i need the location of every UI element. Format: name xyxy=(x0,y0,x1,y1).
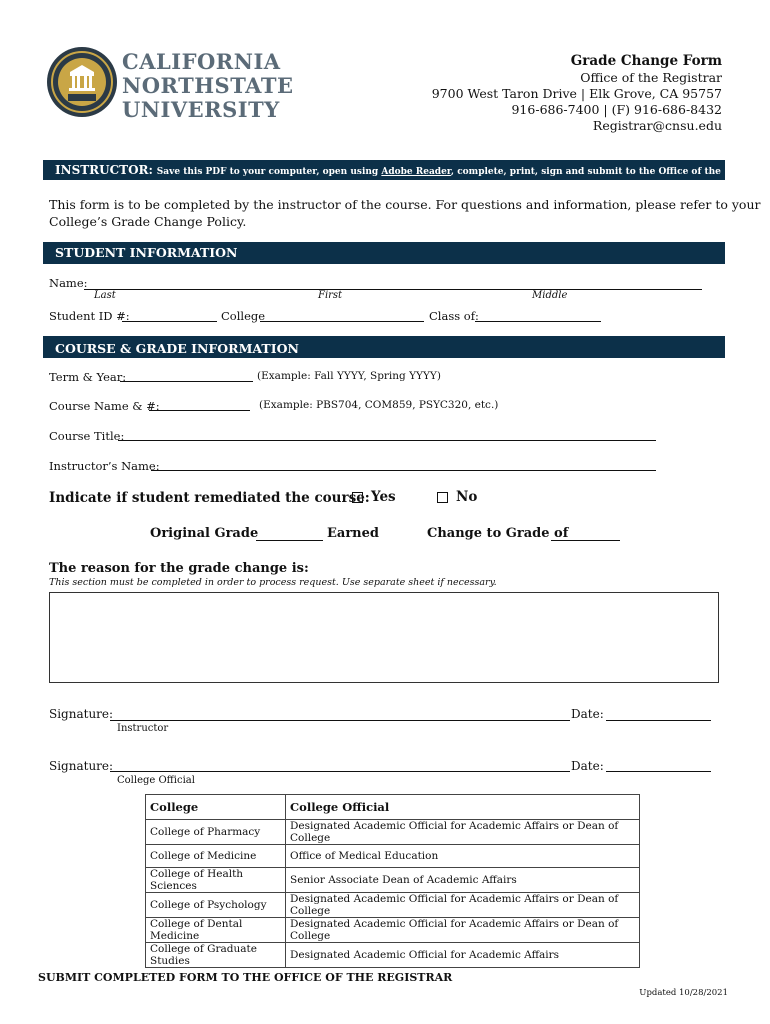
yes-option[interactable] xyxy=(352,489,396,505)
instructor-date-field[interactable] xyxy=(606,720,711,721)
logo-line-1: CALIFORNIA xyxy=(122,49,281,74)
yes-label: Yes xyxy=(371,489,396,505)
college-official-caption: College Official xyxy=(117,775,195,786)
table-cell-official: Senior Associate Dean of Academic Affairs xyxy=(286,868,640,893)
instructor-date-label: Date: xyxy=(571,707,604,721)
yes-checkbox[interactable] xyxy=(352,492,363,503)
earned-label: Earned xyxy=(327,526,379,541)
student-id-field[interactable] xyxy=(122,321,217,322)
original-grade-field[interactable] xyxy=(256,540,323,541)
instructor-signature-label: Signature: xyxy=(49,707,114,721)
instructor-text-before: Save this PDF to your computer, open using xyxy=(156,167,382,177)
reason-note: This section must be completed in order to process request. Use separate sheet if necessary. xyxy=(49,577,497,588)
submit-instruction: SUBMIT COMPLETED FORM TO THE OFFICE OF THE REGISTRAR xyxy=(38,971,453,984)
table-cell-official: Office of Medical Education xyxy=(286,845,640,868)
table-cell-official: Designated Academic Official for Academic Affairs or Dean of College xyxy=(286,820,640,845)
instructor-signature-field[interactable] xyxy=(110,720,570,721)
no-label: No xyxy=(456,489,478,505)
intro-line-1: This form is to be completed by the instructor of the course. For questions and information, please refer to your xyxy=(49,197,761,212)
table-cell-college: College of Medicine xyxy=(146,845,286,868)
no-option[interactable] xyxy=(437,489,477,505)
logo-line-2: NORTHSTATE xyxy=(122,73,294,98)
name-label: Name: xyxy=(49,276,88,290)
course-info-title: COURSE & GRADE INFORMATION xyxy=(55,341,299,356)
university-logo-text xyxy=(122,50,293,122)
intro-text xyxy=(49,196,761,230)
course-info-header xyxy=(43,336,725,358)
reason-textarea[interactable] xyxy=(49,592,719,683)
university-seal-logo xyxy=(46,46,118,118)
instructor-caption: Instructor xyxy=(117,723,169,734)
office-email[interactable]: Registrar@cnsu.edu xyxy=(592,118,722,133)
last-label: Last xyxy=(94,290,116,301)
instructor-text-after: , complete, print, sign and submit to the Office of the Registrar. xyxy=(43,167,721,199)
table-cell-official: Designated Academic Official for Academic Affairs or Dean of College xyxy=(286,893,640,918)
table-cell-college: College of Graduate Studies xyxy=(146,943,286,968)
instructor-label: INSTRUCTOR: xyxy=(55,163,153,177)
original-grade-label: Original Grade xyxy=(150,526,259,541)
table-cell-official: Designated Academic Official for Academic Affairs xyxy=(286,943,640,968)
course-name-field[interactable] xyxy=(149,410,250,411)
office-phone: 916-686-7400 | (F) 916-686-8432 xyxy=(511,102,722,117)
student-id-label: Student ID #: xyxy=(49,309,130,323)
table-cell-college: College of Psychology xyxy=(146,893,286,918)
change-to-grade-label: Change to Grade of xyxy=(427,526,569,541)
table-header-row xyxy=(146,795,640,820)
table-header-college: College xyxy=(146,795,286,820)
official-signature-label: Signature: xyxy=(49,759,114,773)
updated-date: Updated 10/28/2021 xyxy=(639,988,728,998)
table-cell-college: College of Dental Medicine xyxy=(146,918,286,943)
instructor-name-field[interactable] xyxy=(151,470,656,471)
no-checkbox[interactable] xyxy=(437,492,448,503)
header-block xyxy=(432,52,722,134)
course-title-label: Course Title: xyxy=(49,429,125,443)
course-name-label: Course Name & #: xyxy=(49,399,160,413)
first-label: First xyxy=(318,290,343,301)
college-label: College xyxy=(221,309,266,323)
student-info-title: STUDENT INFORMATION xyxy=(55,245,238,260)
table-header-official: College Official xyxy=(286,795,640,820)
official-date-label: Date: xyxy=(571,759,604,773)
course-title-field[interactable] xyxy=(118,440,656,441)
course-name-example: (Example: PBS704, COM859, PSYC320, etc.) xyxy=(259,399,499,411)
table-cell-official: Designated Academic Official for Academic Affairs or Dean of College xyxy=(286,918,640,943)
term-year-field[interactable] xyxy=(120,381,253,382)
adobe-reader-link[interactable]: Adobe Reader xyxy=(381,167,451,177)
class-of-field[interactable] xyxy=(475,321,601,322)
official-date-field[interactable] xyxy=(606,771,711,772)
official-signature-field[interactable] xyxy=(110,771,570,772)
table-row xyxy=(146,943,640,968)
student-info-header xyxy=(43,242,725,264)
college-field[interactable] xyxy=(260,321,424,322)
change-to-grade-field[interactable] xyxy=(551,540,620,541)
term-year-label: Term & Year: xyxy=(49,370,127,384)
class-of-label: Class of: xyxy=(429,309,479,323)
table-row xyxy=(146,918,640,943)
table-cell-college: College of Pharmacy xyxy=(146,820,286,845)
instructor-bar xyxy=(43,160,725,199)
table-cell-college: College of Health Sciences xyxy=(146,868,286,893)
name-field[interactable] xyxy=(84,289,702,290)
reason-title: The reason for the grade change is: xyxy=(49,561,309,576)
instructor-name-label: Instructor’s Name: xyxy=(49,459,160,473)
table-row xyxy=(146,845,640,868)
intro-line-2: College’s Grade Change Policy. xyxy=(49,214,247,229)
office-address: 9700 West Taron Drive | Elk Grove, CA 95757 xyxy=(431,86,722,101)
form-title: Grade Change Form xyxy=(570,53,722,69)
table-row xyxy=(146,820,640,845)
table-row xyxy=(146,893,640,918)
college-official-table xyxy=(145,794,640,968)
logo-line-3: UNIVERSITY xyxy=(122,97,280,122)
remediated-label: Indicate if student remediated the course: xyxy=(49,490,370,506)
term-year-example: (Example: Fall YYYY, Spring YYYY) xyxy=(257,370,441,382)
office-name: Office of the Registrar xyxy=(580,70,722,85)
middle-label: Middle xyxy=(532,290,568,301)
table-row xyxy=(146,868,640,893)
